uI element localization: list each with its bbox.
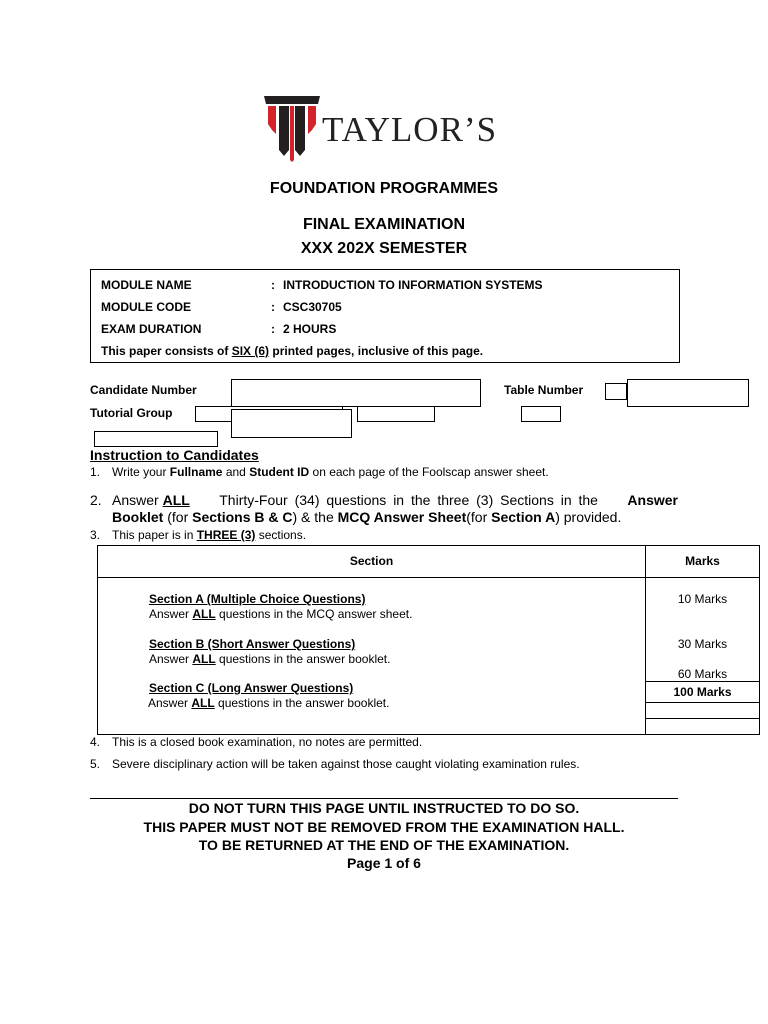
footer-rule bbox=[90, 798, 678, 799]
instruction-4: 4. This is a closed book examination, no notes are permitted. bbox=[90, 735, 423, 749]
table-header-divider bbox=[98, 577, 759, 578]
instruction-1: 1. Write your Fullname and Student ID on each page of the Foolscap answer sheet. bbox=[90, 465, 549, 479]
candidate-number-label: Candidate Number bbox=[90, 383, 197, 397]
page-count-note: This paper consists of SIX (6) printed pages, inclusive of this page. bbox=[101, 344, 484, 358]
marks-divider-1 bbox=[645, 681, 759, 682]
exam-duration-value: 2 HOURS bbox=[283, 322, 337, 336]
module-code-value: CSC30705 bbox=[283, 300, 342, 314]
footer-line-1: DO NOT TURN THIS PAGE UNTIL INSTRUCTED TO DO SO. bbox=[188, 800, 580, 816]
footer-line-3: TO BE RETURNED AT THE END OF THE EXAMINATION. bbox=[198, 837, 570, 853]
module-name-value: INTRODUCTION TO INFORMATION SYSTEMS bbox=[283, 278, 543, 292]
section-b-marks: 30 Marks bbox=[677, 637, 728, 651]
instruction-3: 3. This paper is in THREE (3) sections. bbox=[90, 528, 307, 542]
col-marks-header: Marks bbox=[685, 554, 720, 568]
section-b-title: Section B (Short Answer Questions) bbox=[149, 637, 356, 651]
instruction-2-line-1: 2. Answer ALL Thirty-Four (34) questions in the three (3) Sections in the Answer bbox=[90, 492, 678, 508]
section-a-desc: Answer ALL questions in the MCQ answer sheet. bbox=[149, 607, 413, 621]
table-number-label: Table Number bbox=[504, 383, 584, 397]
tutorial-group-box[interactable] bbox=[231, 409, 352, 438]
module-info-box: MODULE NAME : INTRODUCTION TO INFORMATION SYSTEMS MODULE CODE : CSC30705 EXAM DURATION : 2 HOURS This paper consists of SIX (6) printed pages, inclusive of this page. bbox=[90, 269, 680, 363]
page-number: Page 1 of 6 bbox=[347, 855, 421, 871]
tutorial-group-label: Tutorial Group bbox=[90, 406, 173, 420]
exam-title: FINAL EXAMINATION bbox=[302, 216, 466, 233]
table-number-small-box[interactable] bbox=[605, 383, 627, 400]
table-number-field[interactable] bbox=[627, 379, 749, 407]
section-a-title: Section A (Multiple Choice Questions) bbox=[149, 592, 366, 606]
col-section-header: Section bbox=[349, 554, 394, 568]
module-name-label: MODULE NAME bbox=[101, 278, 192, 292]
instruction-2-line-2: Booklet (for Sections B & C) & the MCQ Answer Sheet(for Section A) provided. bbox=[112, 509, 622, 525]
tutorial-group-box-3[interactable] bbox=[521, 406, 561, 422]
instruction-5: 5. Severe disciplinary action will be taken against those caught violating examination rules. bbox=[90, 757, 580, 771]
marks-divider-2 bbox=[645, 702, 759, 703]
instructions-title: Instruction to Candidates bbox=[90, 447, 259, 463]
marks-divider-3 bbox=[645, 718, 759, 719]
tutorial-group-box-2[interactable] bbox=[357, 406, 435, 422]
taylors-crest-icon bbox=[262, 94, 322, 164]
exam-duration-label: EXAM DURATION bbox=[101, 322, 202, 336]
instruction-2 bbox=[90, 492, 678, 525]
extra-field-box[interactable] bbox=[94, 431, 218, 447]
footer-line-2: THIS PAPER MUST NOT BE REMOVED FROM THE EXAMINATION HALL. bbox=[143, 819, 625, 835]
total-marks: 100 Marks bbox=[673, 685, 732, 699]
logo-wordmark: TAYLOR’S bbox=[322, 110, 498, 149]
candidate-number-field[interactable] bbox=[231, 379, 481, 407]
section-c-desc: Answer ALL questions in the answer booklet. bbox=[148, 696, 390, 710]
semester-title: XXX 202X SEMESTER bbox=[300, 240, 468, 257]
programme-title: FOUNDATION PROGRAMMES bbox=[269, 180, 499, 197]
section-b-desc: Answer ALL questions in the answer booklet. bbox=[149, 652, 391, 666]
section-c-title: Section C (Long Answer Questions) bbox=[149, 681, 354, 695]
sections-table bbox=[97, 545, 760, 735]
section-c-marks: 60 Marks bbox=[677, 667, 728, 681]
section-a-marks: 10 Marks bbox=[677, 592, 728, 606]
module-code-label: MODULE CODE bbox=[101, 300, 191, 314]
